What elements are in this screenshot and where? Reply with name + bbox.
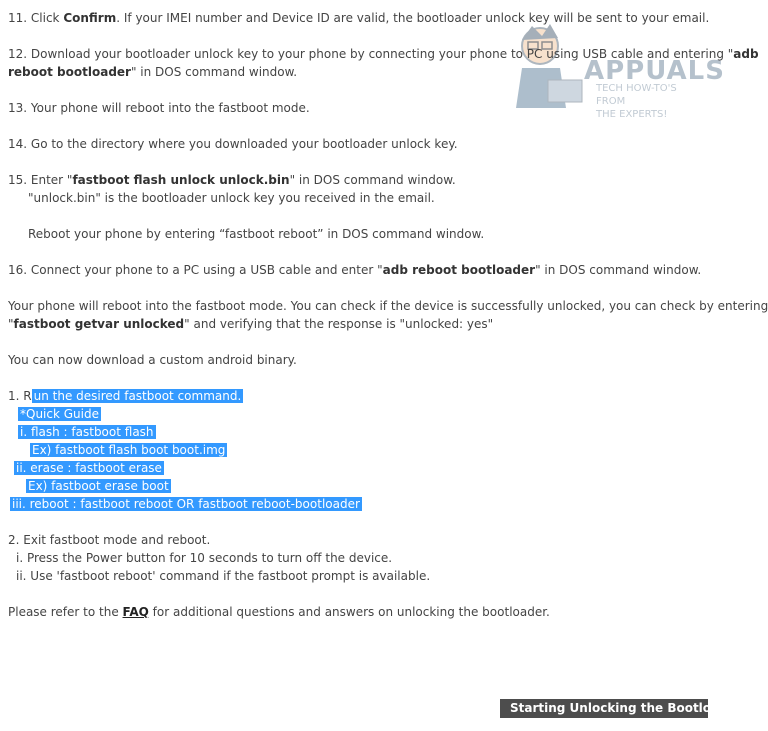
faq-text-end: for additional questions and answers on unlocking the bootloader. [148, 605, 550, 619]
step-11-confirm: Confirm [63, 11, 117, 25]
watermark-sub-line1: TECH HOW-TO'S FROM [596, 83, 677, 107]
step-12-text-end: " in DOS command window. [130, 65, 298, 79]
list1-item[interactable] [18, 423, 156, 441]
step-16-text-end: " in DOS command window. [535, 263, 702, 277]
step-11 [8, 9, 709, 27]
step-15-command: fastboot flash unlock unlock.bin [72, 173, 290, 187]
step-15-note: "unlock.bin" is the bootloader unlock key you received in the email. [28, 191, 435, 205]
reboot-para-line1: Your phone will reboot into the fastboot mode. You can check if the device is successfully unlocked, you can check by entering [8, 299, 768, 313]
step-15-text-end: " in DOS command window. [289, 173, 456, 187]
list1-item[interactable] [18, 405, 101, 423]
start-unlocking-button[interactable]: Starting Unlocking the Bootloader [500, 699, 708, 718]
step-11-text: . If your IMEI number and Device ID are valid, the bootloader unlock key will be sent to your email. [116, 11, 710, 25]
watermark-sub-line2: THE EXPERTS! [596, 109, 668, 120]
step-13: 13. Your phone will reboot into the fastboot mode. [8, 101, 310, 115]
step-12-text: 12. Download your bootloader unlock key to your phone by connecting your phone to PC using USB cable and entering " [8, 47, 734, 61]
watermark-title: APPUALS [584, 56, 725, 86]
list1-item[interactable] [26, 477, 171, 495]
step-16-text: 16. Connect your phone to a PC using a USB cable and enter " [8, 263, 383, 277]
step-12-command-part1: adb [733, 47, 759, 61]
flash-item[interactable]: i. flash : fastboot flash [20, 425, 154, 439]
appuals-watermark [502, 18, 725, 120]
faq-para [8, 603, 550, 621]
list1-prefix: 1. R [8, 389, 32, 403]
list2-item: ii. Use 'fastboot reboot' command if the fastboot prompt is available. [16, 569, 431, 583]
erase-item[interactable]: ii. erase : fastboot erase [16, 461, 162, 475]
list2-item: i. Press the Power button for 10 seconds to turn off the device. [16, 551, 393, 565]
list1-item[interactable] [14, 459, 164, 477]
step-15 [8, 171, 456, 189]
reboot-para-quote: " [8, 317, 14, 331]
step-12-command-part2: reboot bootloader [8, 65, 131, 79]
reboot-para-line2 [8, 315, 493, 333]
list1-title[interactable] [8, 387, 243, 405]
step-16-command: adb reboot bootloader [382, 263, 536, 277]
mascot-icon [502, 18, 592, 113]
quick-guide-label[interactable]: *Quick Guide [20, 407, 99, 421]
faq-link[interactable]: FAQ [122, 605, 149, 619]
list1-item[interactable] [30, 441, 227, 459]
reboot-item[interactable]: iii. reboot : fastboot reboot OR fastboot reboot-bootloader [12, 497, 360, 511]
erase-example[interactable]: Ex) fastboot erase boot [28, 479, 169, 493]
list1-item[interactable] [10, 495, 362, 513]
step-15-reboot: Reboot your phone by entering “fastboot reboot” in DOS command window. [28, 227, 485, 241]
reboot-para-command: fastboot getvar unlocked [13, 317, 185, 331]
faq-text: Please refer to the [8, 605, 123, 619]
step-12-line2 [8, 63, 297, 81]
watermark-subtitle [596, 82, 692, 121]
step-15-text: 15. Enter " [8, 173, 73, 187]
step-14: 14. Go to the directory where you downloaded your bootloader unlock key. [8, 137, 458, 151]
reboot-para-text: " and verifying that the response is "unlocked: yes" [184, 317, 494, 331]
list2-title: 2. Exit fastboot mode and reboot. [8, 533, 211, 547]
list1-highlighted-title[interactable]: un the desired fastboot command. [33, 389, 242, 403]
step-16 [8, 261, 701, 279]
step-12-line1 [8, 45, 759, 63]
flash-example[interactable]: Ex) fastboot flash boot boot.img [32, 443, 226, 457]
download-para: You can now download a custom android binary. [8, 353, 297, 367]
step-11-number: 11. Click [8, 11, 64, 25]
